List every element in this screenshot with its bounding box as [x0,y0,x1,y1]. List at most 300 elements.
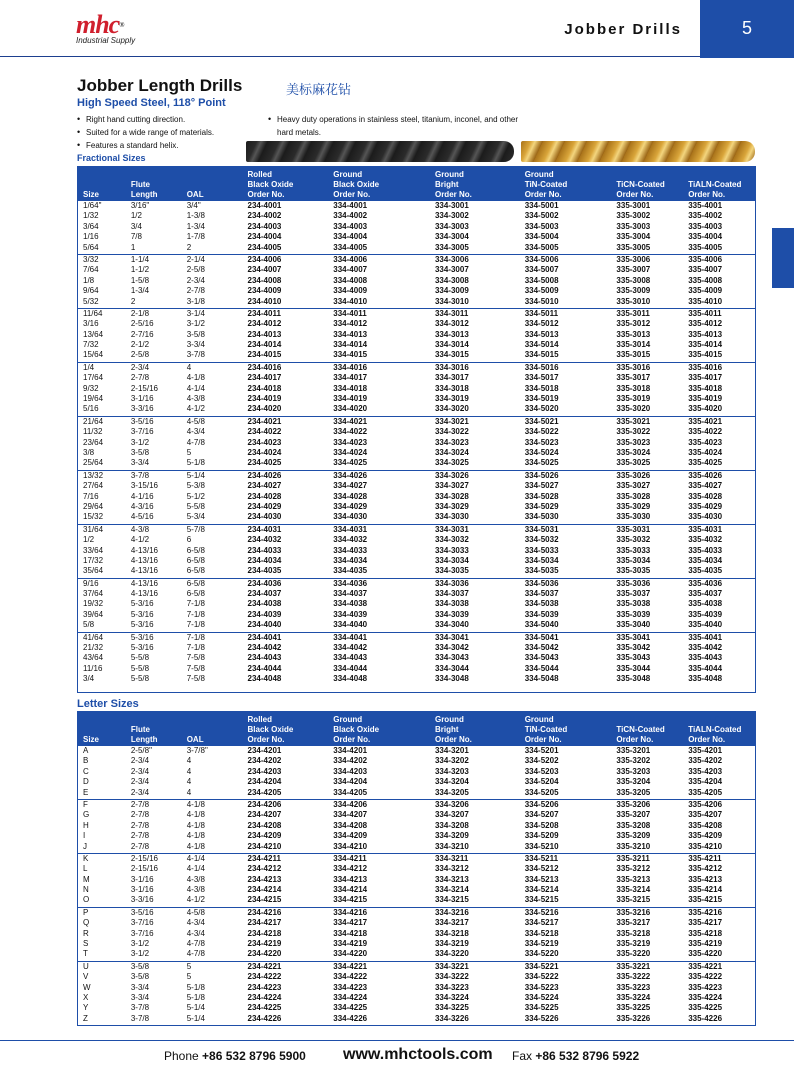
table-cell: 335-3039 [616,609,651,619]
table-cell: 234-4203 [247,766,282,776]
table-cell: 334-3032 [434,535,469,545]
table-cell: 334-4203 [333,766,368,776]
table-cell: 5-1/4 [186,470,205,480]
table-cell: 334-4021 [333,416,368,426]
table-cell: 7-1/8 [186,599,205,609]
table-cell: 39/64 [83,609,104,619]
table-cell: 5-3/16 [130,609,154,619]
row-group [78,362,755,416]
table-cell: 335-4048 [688,674,723,684]
table-cell: 334-4033 [333,545,368,555]
table-cell: 4-13/16 [130,566,158,576]
table-cell: 334-4027 [333,481,368,491]
table-cell: 335-4218 [688,928,723,938]
table-cell: 334-4205 [333,787,368,797]
table-cell: 4 [186,756,192,766]
column-header-line: Order No. [434,735,472,744]
column-header-line: Flute [130,180,150,189]
table-cell: 335-4022 [688,427,723,437]
table-cell: 334-3022 [434,427,469,437]
table-cell: 334-5206 [524,799,559,809]
table-cell: 2-5/16 [130,319,154,329]
table-row [78,427,755,437]
table-cell: 335-3015 [616,350,651,360]
table-cell: 334-5039 [524,609,559,619]
table-cell: 334-3030 [434,512,469,522]
footer-website-link[interactable]: www.mhctools.com [343,1046,493,1063]
table-row [78,767,755,777]
table-cell: 334-3002 [434,211,469,221]
row-group [78,578,755,632]
table-cell: 334-3226 [434,1013,469,1023]
table-cell: D [83,777,89,787]
column-header-line: Bright [434,180,459,189]
table-cell: W [83,982,91,992]
table-cell: 5-1/2 [186,491,205,501]
table-cell: 334-3040 [434,620,469,630]
table-cell: 335-3034 [616,555,651,565]
table-cell: 334-3219 [434,939,469,949]
table-cell: 334-4208 [333,820,368,830]
table-cell: 334-3004 [434,232,469,242]
table-cell: 334-5004 [524,232,559,242]
table-cell: 2-7/8 [186,286,205,296]
product-title: Jobber Length Drills [77,76,243,95]
table-cell: 334-3216 [434,907,469,917]
table-cell: 35/64 [83,566,104,576]
table-cell: 4-1/4 [186,853,205,863]
table-row [78,525,755,535]
table-cell: L [83,864,88,874]
table-cell: 334-5223 [524,982,559,992]
table-cell: 6-5/8 [186,555,205,565]
table-cell: 9/64 [83,286,99,296]
table-cell: 334-5018 [524,383,559,393]
table-cell: 335-3026 [616,470,651,480]
table-cell: 335-4209 [688,831,723,841]
table-cell: 335-3204 [616,777,651,787]
table-cell: 334-5024 [524,447,559,457]
table-cell: 334-5002 [524,211,559,221]
table-cell: 335-3213 [616,874,651,884]
table-cell: 234-4205 [247,787,282,797]
table-cell: 3-5/8 [186,329,205,339]
table-cell: 21/32 [83,643,104,653]
table-cell: 3-3/4 [130,992,150,1002]
table-cell: 7-5/8 [186,653,205,663]
column-header-line: Ground [434,170,464,179]
table-cell: 335-3220 [616,949,651,959]
table-row [78,777,755,787]
column-header-line: Ground [524,170,554,179]
table-cell: 334-4010 [333,296,368,306]
column-header-line: Order No. [524,735,562,744]
table-cell: 335-3005 [616,242,651,252]
table-cell: 334-3223 [434,982,469,992]
product-title-chinese: 美标麻花钻 [286,82,352,97]
table-cell: 334-5224 [524,992,559,1002]
table-cell: 335-4226 [688,1013,723,1023]
table-cell: 234-4002 [247,211,282,221]
feature-item: • Heavy duty operations in stainless steel, titanium, inconel, and other hard metals. [268,113,528,139]
table-cell: 17/32 [83,555,104,565]
column-header-line: Ground [333,715,363,724]
table-cell: 334-5028 [524,491,559,501]
table-cell: 4-1/2 [130,535,150,545]
table-cell: 335-4214 [688,885,723,895]
table-cell: 334-3208 [434,820,469,830]
table-cell: 5 [186,961,192,971]
table-cell: 3/8 [83,447,95,457]
table-row [78,800,755,810]
table-row [78,610,755,620]
table-cell: 334-4025 [333,458,368,468]
table-cell: 334-4029 [333,501,368,511]
column-header-line: Black Oxide [333,180,380,189]
table-cell: 1-1/4 [130,254,150,264]
table-cell: 335-4002 [688,211,723,221]
table-cell: 2-3/4 [130,787,150,797]
table-cell: 6-5/8 [186,566,205,576]
table-cell: 234-4032 [247,535,282,545]
table-cell: 9/32 [83,383,99,393]
table-cell: 334-4018 [333,383,368,393]
table-cell: 334-3213 [434,874,469,884]
table-row [78,211,755,221]
table-cell: 335-4006 [688,254,723,264]
column-header-line: TiN-Coated [524,180,568,189]
table-cell: 3/4 [130,221,142,231]
table-cell: 15/32 [83,512,104,522]
table-row [78,633,755,643]
feature-item: • Suited for a wide range of materials. [77,126,267,139]
table-cell: 6-5/8 [186,545,205,555]
table-row [78,363,755,373]
table-cell: 334-5014 [524,340,559,350]
table-cell: 1/32 [83,211,99,221]
table-cell: 335-3225 [616,1003,651,1013]
feature-list-left [77,113,267,152]
table-cell: 334-4013 [333,329,368,339]
table-cell: 5-5/8 [130,663,150,673]
table-cell: 334-3014 [434,340,469,350]
table-cell: 4 [186,777,192,787]
table-cell: 334-4001 [333,201,368,210]
column-header [328,167,430,201]
table-cell: 5/32 [83,296,99,306]
table-cell: 335-4005 [688,242,723,252]
table-cell: 334-5010 [524,296,559,306]
table-cell: 6-5/8 [186,578,205,588]
table-cell: 234-4013 [247,329,282,339]
table-cell: 7-1/8 [186,609,205,619]
table-cell: X [83,992,89,1002]
table-cell: 335-3223 [616,982,651,992]
row-group [78,308,755,362]
table-cell: 234-4008 [247,275,282,285]
table-cell: 334-4020 [333,404,368,414]
table-cell: 335-4014 [688,340,723,350]
column-header-line: Bright [434,725,459,734]
table-cell: 334-5017 [524,373,559,383]
table-cell: 4-7/8 [186,949,205,959]
table-cell: 234-4217 [247,918,282,928]
table-cell: 3-15/16 [130,481,158,491]
table-cell: 334-3001 [434,201,469,210]
table-cell: 3-7/8" [186,746,208,755]
table-cell: 3-7/8 [130,470,150,480]
table-cell: 234-4201 [247,746,282,755]
table-cell: 335-4043 [688,653,723,663]
black-oxide-drill-image [246,141,514,162]
table-cell: 335-3029 [616,501,651,511]
table-cell: 3/16 [83,319,99,329]
table-cell: 335-3221 [616,961,651,971]
table-cell: 7-1/8 [186,620,205,630]
row-group [78,961,755,1025]
table-cell: 334-5036 [524,578,559,588]
table-cell: 334-5030 [524,512,559,522]
table-cell: 234-4202 [247,756,282,766]
page-number: 5 [741,18,752,38]
table-cell: 2-3/4 [130,756,150,766]
table-cell: 334-5203 [524,766,559,776]
table-cell: 335-3003 [616,221,651,231]
table-cell: 4-3/4 [186,427,205,437]
table-cell: 335-4044 [688,663,723,673]
table-cell: 5-3/4 [186,512,205,522]
table-cell: 5-3/16 [130,632,154,642]
table-row [78,821,755,831]
table-cell: 335-4201 [688,746,723,755]
table-body [78,746,755,1025]
column-header [520,167,612,201]
table-cell: 335-4009 [688,286,723,296]
table-cell: 334-3026 [434,470,469,480]
table-row [78,309,755,319]
table-row [78,255,755,265]
table-cell: G [83,810,90,820]
table-cell: 7/32 [83,340,99,350]
table-cell: 334-5226 [524,1013,559,1023]
table-cell: 334-4026 [333,470,368,480]
table-cell: 335-3041 [616,632,651,642]
table-cell: 5-1/8 [186,982,205,992]
column-header [328,712,430,746]
table-cell: 5-3/16 [130,599,154,609]
table-cell: 2-15/16 [130,853,158,863]
table-cell: 335-3004 [616,232,651,242]
table-cell: 1-3/8 [186,211,205,221]
table-cell: 334-4038 [333,599,368,609]
table-cell: 3/64 [83,221,99,231]
table-cell: S [83,939,89,949]
table-cell: 334-4222 [333,972,368,982]
table-row [78,232,755,242]
table-cell: 234-4038 [247,599,282,609]
table-cell: F [83,799,88,809]
table-cell: 2-15/16 [130,383,158,393]
table-cell: 335-3217 [616,918,651,928]
table-cell: 2-7/8 [130,841,150,851]
table-cell: 334-5208 [524,820,559,830]
table-cell: 234-4219 [247,939,282,949]
table-cell: 334-3015 [434,350,469,360]
table-row [78,276,755,286]
table-cell: 2-7/8 [130,799,150,809]
table-cell: 234-4010 [247,296,282,306]
table-cell: 334-3218 [434,928,469,938]
table-cell: 2-5/8 [130,350,150,360]
table-cell: 5-5/8 [186,501,205,511]
table-cell: 234-4023 [247,437,282,447]
table-cell: 334-4209 [333,831,368,841]
table-cell: 334-4204 [333,777,368,787]
table-cell: 4-3/16 [130,501,154,511]
table-cell: 234-4048 [247,674,282,684]
table-cell: 334-4014 [333,340,368,350]
table-cell: 234-4034 [247,555,282,565]
table-cell: 335-3033 [616,545,651,555]
table-cell: 3-3/4 [130,458,150,468]
table-row [78,756,755,766]
table-cell: Z [83,1013,88,1023]
table-cell: 334-3029 [434,501,469,511]
table-cell: 335-3203 [616,766,651,776]
table-cell: O [83,895,90,905]
table-cell: 3-1/2 [130,939,150,949]
table-cell: 334-4048 [333,674,368,684]
table-cell: U [83,961,89,971]
column-header-line: TiN-Coated [524,725,568,734]
table-cell: 2-7/8 [130,810,150,820]
table-cell: 334-5041 [524,632,559,642]
table-cell: 6 [186,535,192,545]
table-cell: 334-3008 [434,275,469,285]
table-cell: 1-5/8 [130,275,150,285]
row-group [78,254,755,308]
table-cell: 335-4027 [688,481,723,491]
table-cell: 4-3/4 [186,918,205,928]
table-cell: 335-4220 [688,949,723,959]
table-row [78,330,755,340]
table-cell: 334-4004 [333,232,368,242]
table-cell: 4-3/8 [186,874,205,884]
product-subtitle: High Speed Steel, 118° Point [77,97,226,109]
table-cell: 335-3043 [616,653,651,663]
table-cell: 334-5204 [524,777,559,787]
table-cell: 334-3202 [434,756,469,766]
table-cell: 334-5044 [524,663,559,673]
table-cell: 334-4224 [333,992,368,1002]
table-cell: 234-4012 [247,319,282,329]
table-row [78,643,755,653]
table-cell: 5-3/16 [130,620,154,630]
table-cell: 334-3033 [434,545,469,555]
table-cell: 5-1/8 [186,458,205,468]
table-cell: 335-3042 [616,643,651,653]
table-cell: 334-4223 [333,982,368,992]
table-cell: 334-4219 [333,939,368,949]
table-cell: 334-5029 [524,501,559,511]
table-cell: 335-3009 [616,286,651,296]
table-cell: 335-3037 [616,589,651,599]
table-cell: 334-5008 [524,275,559,285]
column-header-line: Ground [524,715,554,724]
table-cell: 4-5/8 [186,907,205,917]
table-cell: 335-4028 [688,491,723,501]
row-group [78,853,755,907]
table-cell: 334-3204 [434,777,469,787]
table-cell: I [83,831,86,841]
table-cell: 334-5205 [524,787,559,797]
table-cell: 334-4003 [333,221,368,231]
table-cell: 335-4034 [688,555,723,565]
table-cell: 335-3011 [616,308,650,318]
table-cell: 334-4007 [333,265,368,275]
table-cell: 334-3225 [434,1003,469,1013]
table-cell: 335-4032 [688,535,723,545]
table-cell: 335-3007 [616,265,651,275]
table-cell: 335-3002 [616,211,651,221]
table-cell: 334-3211 [434,853,469,863]
header-divider [0,56,700,57]
table-cell: 234-4015 [247,350,282,360]
row-group [78,201,755,254]
table-cell: 17/64 [83,373,104,383]
table-cell: 335-4224 [688,992,723,1002]
table-cell: 334-4011 [333,308,367,318]
table-cell: 334-3221 [434,961,469,971]
table-cell: 234-4035 [247,566,282,576]
table-cell: 334-3207 [434,810,469,820]
table-cell: 335-3040 [616,620,651,630]
table-cell: 334-3031 [434,524,469,534]
table-cell: 1/8 [83,275,95,285]
table-cell: 334-3203 [434,766,469,776]
column-header-line: Order No. [688,190,726,199]
table-cell: 1 [130,242,136,252]
table-cell: 334-4005 [333,242,368,252]
table-cell: 335-4010 [688,296,723,306]
table-cell: A [83,746,89,755]
table-cell: 4-1/8 [186,820,205,830]
column-header-line: Rolled [247,170,272,179]
table-cell: 335-3014 [616,340,651,350]
table-cell: 2-3/4 [130,362,150,372]
table-cell: 334-4015 [333,350,368,360]
table-cell: 3-5/8 [130,961,150,971]
table-cell: 4-1/8 [186,831,205,841]
table-cell: 334-3041 [434,632,469,642]
table-cell: 4-13/16 [130,545,158,555]
table-cell: 334-5023 [524,437,559,447]
column-header-line: TiALN-Coated [688,180,742,189]
table-cell: 334-5022 [524,427,559,437]
table-cell: 334-4201 [333,746,368,755]
table-row [78,1003,755,1013]
table-row [78,297,755,307]
table-cell: 334-3028 [434,491,469,501]
row-group [78,470,755,524]
table-cell: 234-4017 [247,373,282,383]
table-cell: 335-4221 [688,961,723,971]
table-cell: 334-3037 [434,589,469,599]
table-cell: 335-3048 [616,674,651,684]
table-cell: 3-5/8 [130,972,150,982]
table-cell: K [83,853,89,863]
table-cell: 334-4037 [333,589,368,599]
